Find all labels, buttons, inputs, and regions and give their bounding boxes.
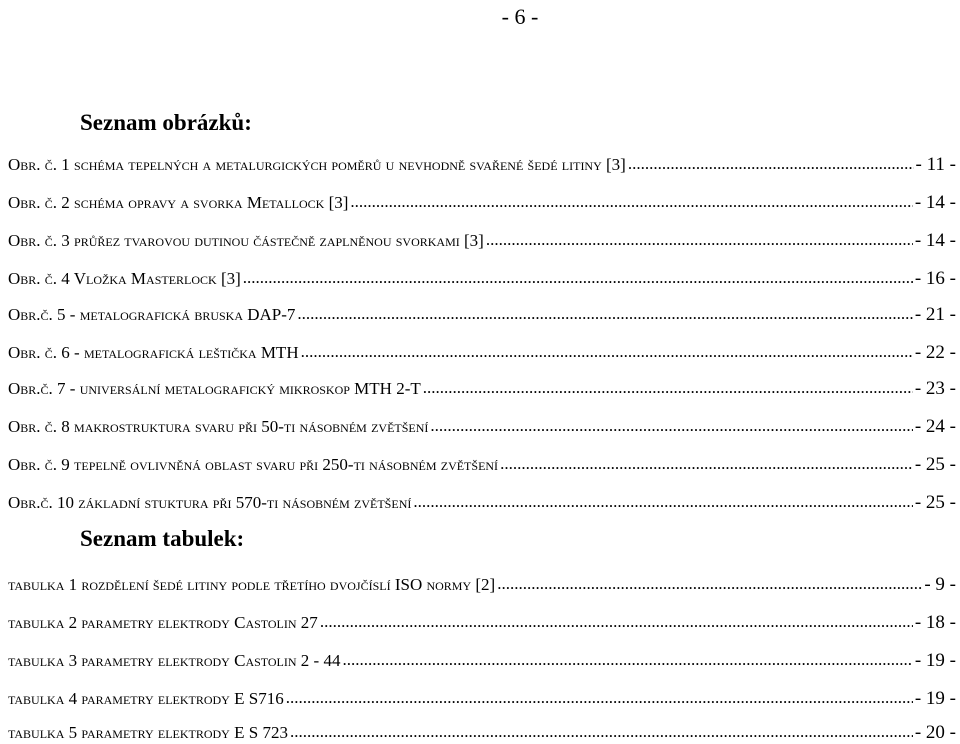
table-entry-label: tabulka 3 parametry elektrody Castolin 2 - 44 (8, 651, 341, 670)
figure-entry-label: Obr. č. 8 makrostruktura svaru při 50-ti násobném zvětšení (8, 417, 429, 436)
table-entry-label: tabulka 1 rozdělení šedé litiny podle třetího dvojčíslí ISO normy [2] (8, 575, 496, 594)
figure-entry[interactable] (8, 302, 956, 326)
table-entry-page: - 9 - (924, 574, 956, 595)
figure-entry[interactable] (8, 414, 956, 438)
dot-leader (350, 193, 912, 211)
figure-entry[interactable] (8, 452, 956, 476)
figure-entry-page: - 11 - (915, 154, 956, 175)
page-number: - 6 - (501, 4, 539, 29)
figures-list-title: Seznam obrázků: (80, 110, 252, 135)
figure-entry-page: - 14 - (914, 230, 956, 251)
figure-entry-page: - 21 - (914, 304, 956, 325)
dot-leader (500, 455, 913, 473)
dot-leader (243, 269, 913, 287)
figure-entry-page: - 25 - (914, 492, 956, 513)
table-entry-label: tabulka 4 parametry elektrody E S716 (8, 689, 284, 708)
figure-entry[interactable] (8, 376, 956, 400)
figure-entry[interactable] (8, 190, 956, 214)
figure-entry[interactable] (8, 490, 956, 514)
table-entry-page: - 19 - (914, 650, 956, 671)
figure-entry-label: Obr. č. 4 Vložka Masterlock [3] (8, 269, 241, 288)
dot-leader (423, 379, 913, 397)
figure-entry-page: - 25 - (914, 454, 956, 475)
dot-leader (342, 651, 912, 669)
table-entry-page: - 19 - (914, 688, 956, 709)
table-entry-label: tabulka 5 parametry elektrody E S 723 (8, 723, 288, 742)
dot-leader (497, 575, 922, 593)
dot-leader (301, 343, 913, 361)
table-entry[interactable] (8, 648, 956, 672)
figure-entry-page: - 14 - (914, 192, 956, 213)
figure-entry-label: Obr.č. 7 - universální metalografický mikroskop MTH 2-T (8, 379, 421, 398)
table-entry[interactable] (8, 686, 956, 710)
figure-entry-page: - 24 - (914, 416, 956, 437)
dot-leader (320, 613, 913, 631)
figure-entry[interactable] (8, 228, 956, 252)
tables-list-title: Seznam tabulek: (80, 526, 245, 551)
figure-entry-page: - 16 - (914, 268, 956, 289)
figure-entry-page: - 22 - (914, 342, 956, 363)
table-entry[interactable] (8, 610, 956, 634)
table-entry-page: - 18 - (914, 612, 956, 633)
dot-leader (290, 723, 913, 741)
figure-entry-label: Obr. č. 3 průřez tvarovou dutinou částečně zaplněnou svorkami [3] (8, 231, 484, 250)
dot-leader (486, 231, 913, 249)
dot-leader (430, 417, 912, 435)
figure-entry-label: Obr.č. 10 základní stuktura při 570-ti násobném zvětšení (8, 493, 412, 512)
dot-leader (628, 155, 914, 173)
table-entry-page: - 20 - (914, 722, 956, 743)
table-entry[interactable] (8, 720, 956, 744)
figure-entry[interactable] (8, 266, 956, 290)
dot-leader (297, 305, 912, 323)
table-entry-label: tabulka 2 parametry elektrody Castolin 27 (8, 613, 318, 632)
dot-leader (413, 493, 912, 511)
figure-entry[interactable] (8, 340, 956, 364)
table-entry[interactable] (8, 572, 956, 596)
dot-leader (286, 689, 913, 707)
figure-entry-label: Obr. č. 2 schéma opravy a svorka Metallock [3] (8, 193, 349, 212)
figure-entry-label: Obr.č. 5 - metalografická bruska DAP-7 (8, 305, 296, 324)
figure-entry[interactable] (8, 152, 956, 176)
figure-entry-label: Obr. č. 6 - metalografická leštička MTH (8, 343, 299, 362)
figure-entry-page: - 23 - (914, 378, 956, 399)
figure-entry-label: Obr. č. 9 tepelně ovlivněná oblast svaru při 250-ti násobném zvětšení (8, 455, 499, 474)
figure-entry-label: Obr. č. 1 schéma tepelných a metalurgických poměrů u nevhodně svařené šedé litiny [3] (8, 155, 626, 174)
